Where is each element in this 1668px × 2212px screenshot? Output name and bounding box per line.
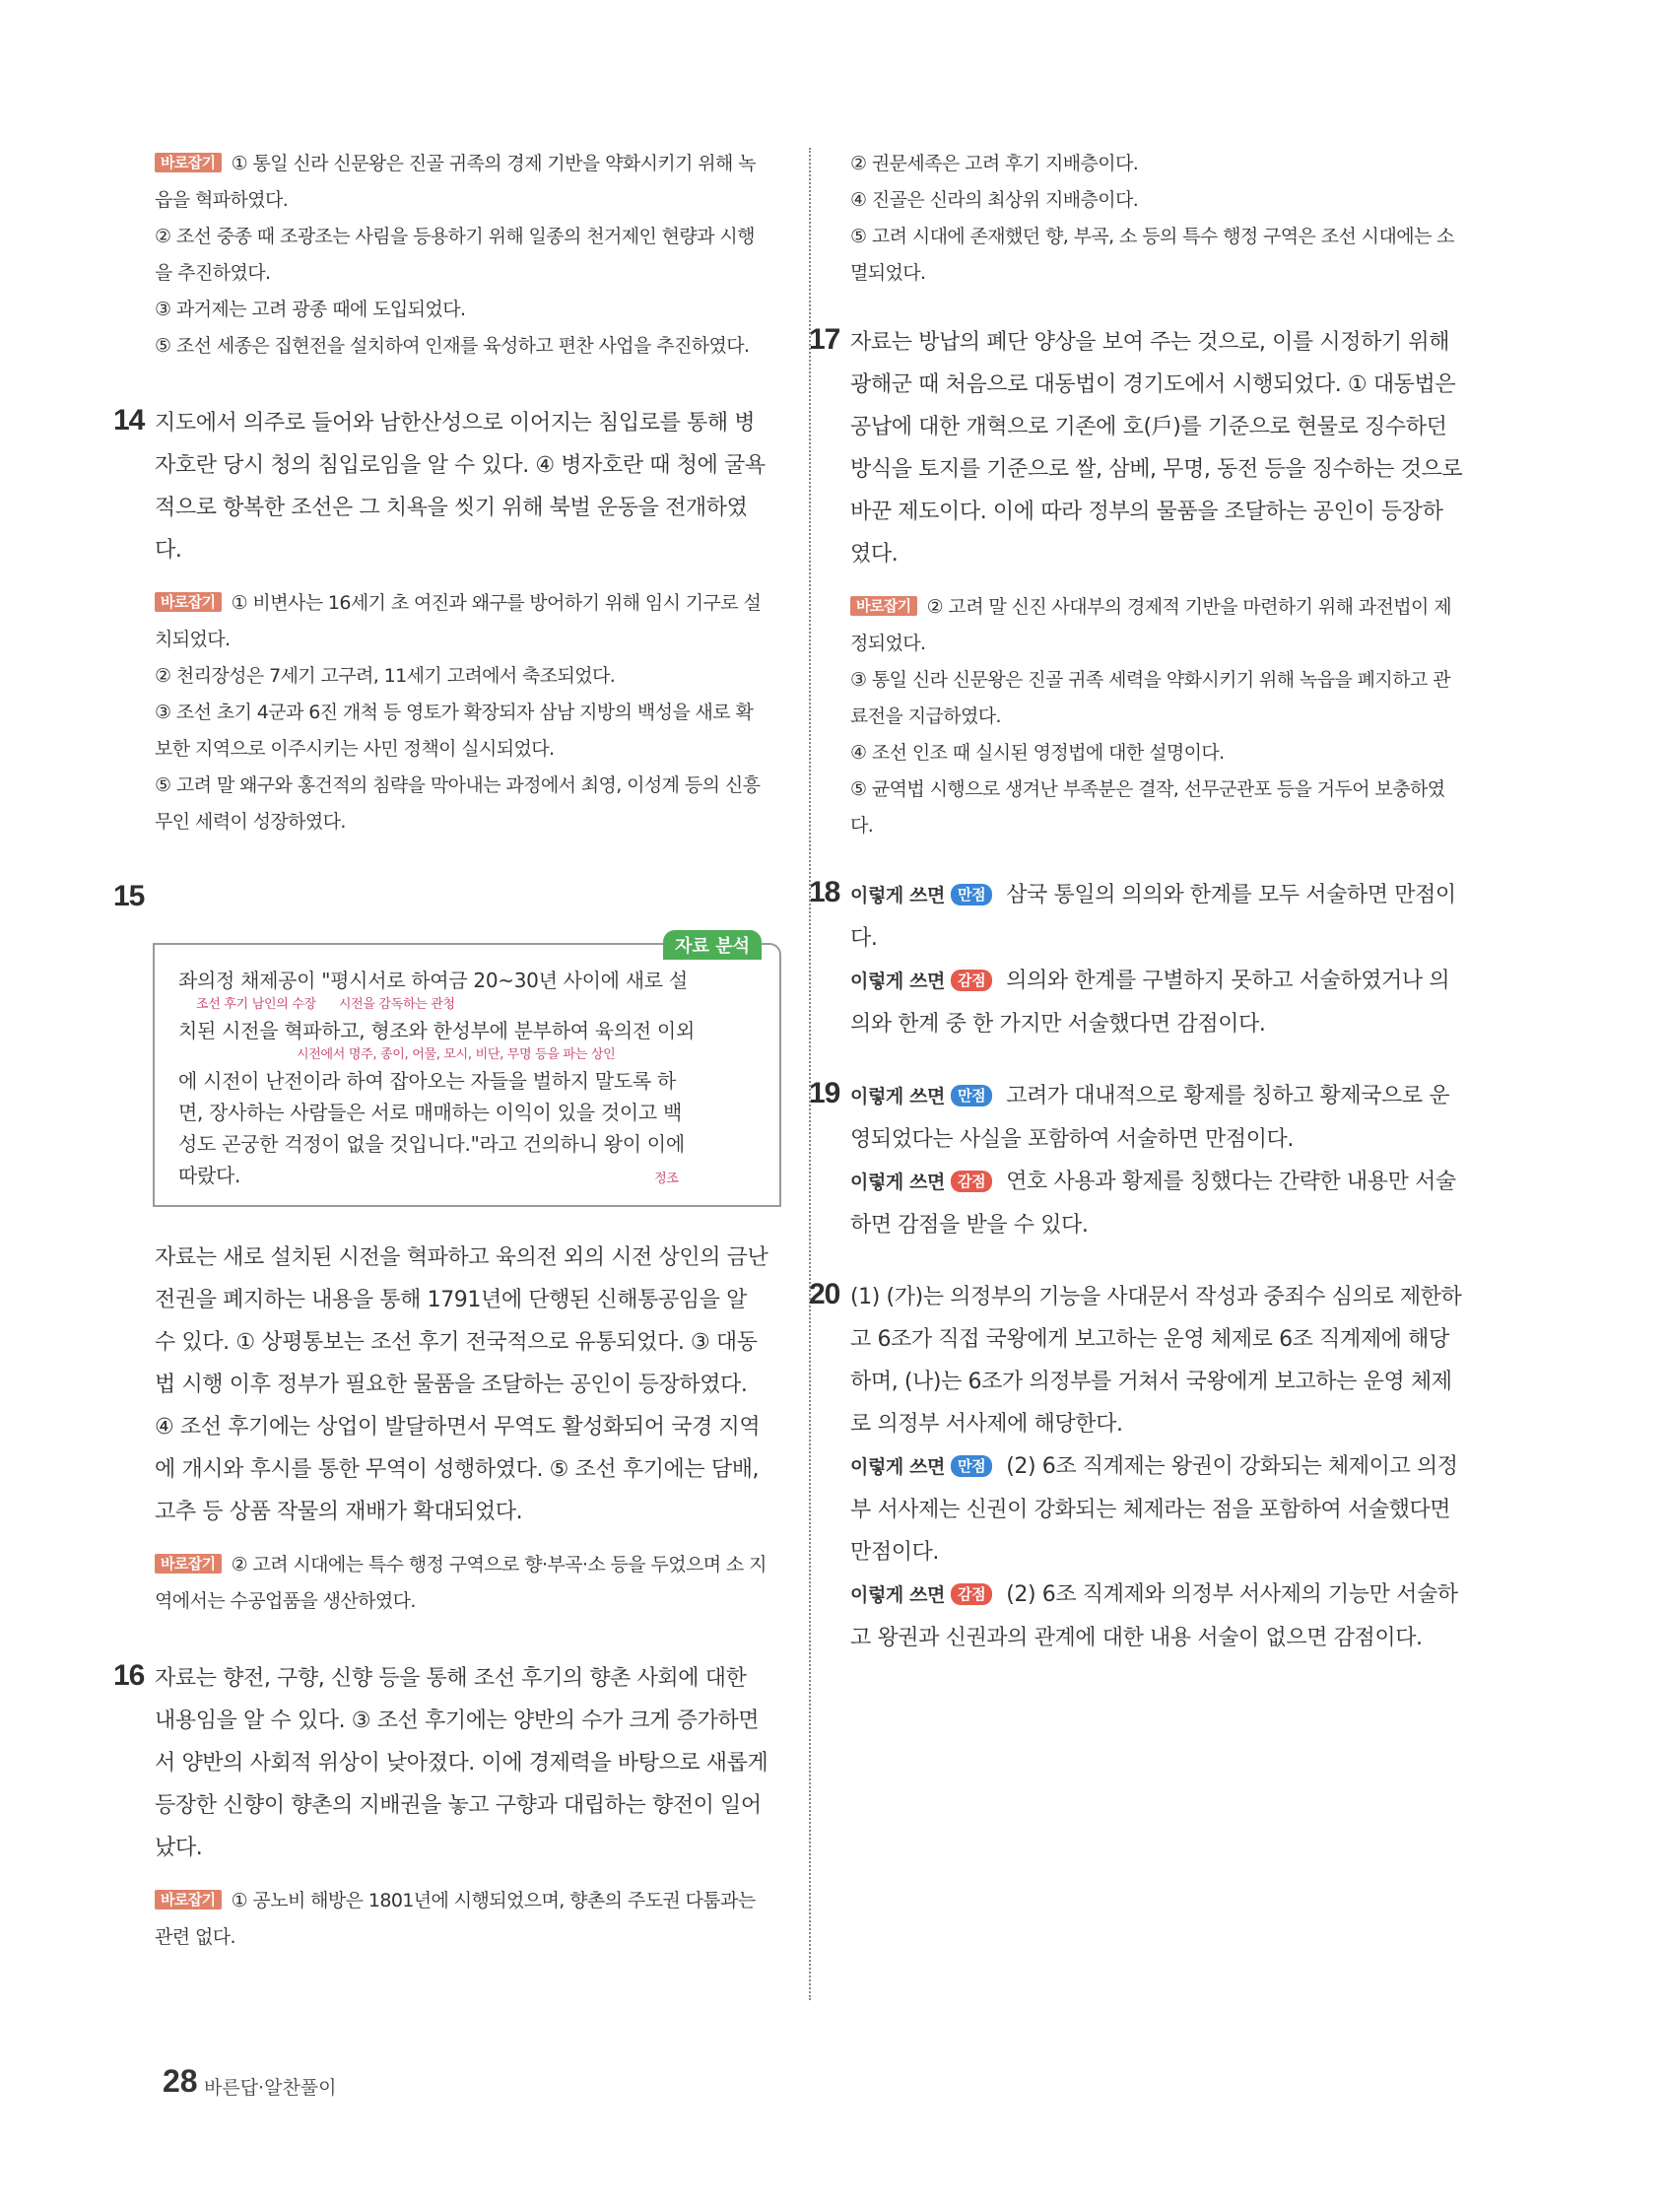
correction-badge: 바로잡기 — [155, 592, 222, 612]
correction-item: ③ 과거제는 고려 광종 때에 도입되었다. — [155, 299, 466, 320]
full-score-criteria: 이렇게 쓰면 만점 고려가 대내적으로 황제를 칭하고 황제국으로 운영되었다는 사실을 포함하여 서술하면 만점이다. — [850, 1084, 1450, 1152]
correction-item: 바로잡기 ② 고려 말 신진 사대부의 경제적 기반을 마련하기 위해 과전법이 제정되었다. — [850, 596, 1451, 654]
source-analysis-tab: 자료 분석 — [663, 930, 762, 960]
right-column — [809, 146, 1463, 1659]
correction-item: 바로잡기 ① 통일 신라 신문왕은 진골 귀족의 경제 기반을 약화시키기 위해 녹읍을 혁파하였다. — [155, 153, 756, 211]
full-score-badge: 만점 — [951, 1455, 992, 1477]
correction-item: ② 조선 중종 때 조광조는 사림을 등용하기 위해 일종의 천거제인 현량과 시행을 추진하였다. — [155, 226, 755, 284]
answer-explanation: 자료는 방납의 폐단 양상을 보여 주는 것으로, 이를 시정하기 위해 광해군 때 처음으로 대동법이 경기도에서 시행되었다. ① 대동법은 공납에 대한 개혁으로 기존에 호(戶)를 기준으로 현물로 징수하던 방식을 토지를 기준으로 쌀, 삼베, 무명, 동전 등을 징수하는 것으로 바꾼 제도이다. 이에 따라 정부의 물품을 조달하는 공인이 등장하였다. — [850, 330, 1463, 567]
correction-item: ③ 통일 신라 신문왕은 진골 귀족 세력을 약화시키기 위해 녹읍을 폐지하고 관료전을 지급하였다. — [850, 669, 1450, 727]
correction-badge: 바로잡기 — [155, 153, 222, 172]
question-number: 18 — [809, 876, 840, 908]
answer-explanation: 지도에서 의주로 들어와 남한산성으로 이어지는 침입로를 통해 병자호란 당시 청의 침입로임을 알 수 있다. ④ 병자호란 때 청에 굴욕적으로 항복한 조선은 그 치욕을 씻기 위해 북벌 운동을 전개하였다. — [155, 411, 766, 563]
full-score-badge: 만점 — [951, 1085, 992, 1106]
question-number: 16 — [113, 1659, 145, 1692]
question-number: 17 — [809, 323, 840, 356]
partial-score-criteria: 이렇게 쓰면 감점 의의와 한계를 구별하지 못하고 서술하였거나 의의와 한계 중 한 가지만 서술했다면 감점이다. — [850, 969, 1450, 1037]
question-17 — [809, 321, 1463, 844]
source-line: 면, 장사하는 사람들은 서로 매매하는 이익이 있을 것이고 백 — [178, 1101, 682, 1124]
partial-score-criteria: 이렇게 쓰면 감점 연호 사용과 황제를 칭했다는 간략한 내용만 서술하면 감점을 받을 수 있다. — [850, 1170, 1456, 1238]
question-number: 15 — [113, 880, 145, 912]
correction-item: ⑤ 균역법 시행으로 생겨난 부족분은 결작, 선무군관포 등을 거두어 보충하였다. — [850, 778, 1445, 837]
correction-item: ⑤ 고려 말 왜구와 홍건적의 침략을 막아내는 과정에서 최영, 이성계 등의 신흥 무인 세력이 성장하였다. — [155, 774, 761, 833]
correction-item: ② 권문세족은 고려 후기 지배층이다. — [850, 153, 1139, 174]
partial-score-criteria: 이렇게 쓰면 감점 (2) 6조 직계제와 의정부 서사제의 기능만 서술하고 왕권과 신권과의 관계에 대한 내용 서술이 없으면 감점이다. — [850, 1582, 1458, 1650]
correction-item: 바로잡기 ① 비변사는 16세기 초 여진과 왜구를 방어하기 위해 임시 기구로 설치되었다. — [155, 592, 762, 650]
source-line: 에 시전이 난전이라 하여 잡아오는 자들을 벌하지 말도록 하 — [178, 1069, 676, 1093]
question-number: 20 — [809, 1278, 840, 1310]
correction-item: ④ 진골은 신라의 최상위 지배층이다. — [850, 189, 1139, 211]
annotation-note: 시전에서 명주, 종이, 어물, 모시, 비단, 무명 등을 파는 상인 — [297, 1047, 616, 1062]
correction-item: 바로잡기 ① 공노비 해방은 1801년에 시행되었으며, 향촌의 주도권 다툼과는 관련 없다. — [155, 1890, 756, 1948]
full-score-criteria: 이렇게 쓰면 만점 (2) 6조 직계제는 왕권이 강화되는 체제이고 의정부 서사제는 신권이 강화되는 체제라는 점을 포함하여 서술했다면 만점이다. — [850, 1454, 1458, 1565]
correction-badge: 바로잡기 — [155, 1554, 222, 1574]
answer-explanation: 자료는 새로 설치된 시전을 혁파하고 육의전 외의 시전 상인의 금난전권을 폐지하는 내용을 통해 1791년에 단행된 신해통공임을 알 수 있다. ① 상평통보는 조선 후기 전국적으로 유통되었다. ③ 대동법 시행 이후 정부가 필요한 물품을 조달하는 공인이 등장하였다. ④ 조선 후기에는 상업이 발달하면서 무역도 활성화되어 국경 지역에 개시와 후시를 통한 무역이 성행하였다. ⑤ 조선 후기에는 담배, 고추 등 상품 작물의 재배가 확대되었다. — [155, 1245, 768, 1524]
source-line: 성도 곤궁한 걱정이 없을 것입니다."라고 건의하니 왕이 이에 — [178, 1132, 685, 1156]
question-19 — [809, 1075, 1463, 1246]
source-line: 치된 시전을 혁파하고, 형조와 한성부에 분부하여 육의전 이외 — [178, 1019, 695, 1042]
annotation-note: 정조 — [654, 1172, 679, 1186]
source-line: 좌의정 채제공이 "평시서로 하여금 20~30년 사이에 새로 설 — [178, 969, 688, 992]
question-number: 19 — [809, 1077, 840, 1109]
source-box — [153, 936, 781, 1207]
question-16 — [113, 1657, 768, 1956]
question-18 — [809, 874, 1463, 1045]
source-line: 따랐다. 정조 — [178, 1164, 679, 1187]
correction-item: ② 천리장성은 7세기 고구려, 11세기 고려에서 축조되었다. — [155, 665, 616, 687]
question-20 — [809, 1276, 1463, 1659]
correction-item: ④ 조선 인조 때 실시된 영정법에 대한 설명이다. — [850, 742, 1225, 764]
left-column — [113, 146, 768, 1956]
correction-item: ⑤ 조선 세종은 집현전을 설치하여 인재를 육성하고 편찬 사업을 추진하였다. — [155, 335, 750, 357]
partial-score-badge: 감점 — [951, 1583, 992, 1605]
correction-item: ⑤ 고려 시대에 존재했던 향, 부곡, 소 등의 특수 행정 구역은 조선 시대에는 소멸되었다. — [850, 226, 1454, 284]
correction-item: ③ 조선 초기 4군과 6진 개척 등 영토가 확장되자 삼남 지방의 백성을 새로 확보한 지역으로 이주시키는 사민 정책이 실시되었다. — [155, 702, 754, 760]
correction-item: 바로잡기 ② 고려 시대에는 특수 행정 구역으로 향·부곡·소 등을 두었으며 소 지역에서는 수공업품을 생산하였다. — [155, 1554, 767, 1612]
full-score-badge: 만점 — [951, 884, 992, 905]
correction-badge: 바로잡기 — [850, 596, 917, 616]
question-number: 14 — [113, 404, 145, 436]
correction-badge: 바로잡기 — [155, 1890, 222, 1910]
book-title: 바른답·알찬풀이 — [204, 2077, 337, 2099]
column-divider — [809, 148, 811, 2000]
annotation-note: 조선 후기 남인의 수장 시전을 감독하는 관청 — [196, 997, 455, 1012]
full-score-criteria: 이렇게 쓰면 만점 삼국 통일의 의의와 한계를 모두 서술하면 만점이다. — [850, 883, 1456, 951]
question-15 — [113, 878, 768, 1620]
partial-score-badge: 감점 — [951, 1171, 992, 1192]
partial-score-badge: 감점 — [951, 970, 992, 991]
page-number: 28 — [163, 2063, 198, 2099]
question-14 — [113, 402, 768, 840]
answer-explanation: (1) (가)는 의정부의 기능을 사대문서 작성과 중죄수 심의로 제한하고 6조가 직접 국왕에게 보고하는 운영 체제로 6조 직계제에 해당하며, (나)는 6조가 의정부를 거쳐서 국왕에게 보고하는 운영 체제로 의정부 서사제에 해당한다. — [850, 1285, 1462, 1437]
answer-explanation: 자료는 향전, 구향, 신향 등을 통해 조선 후기의 향촌 사회에 대한 내용임을 알 수 있다. ③ 조선 후기에는 양반의 수가 크게 증가하면서 양반의 사회적 위상이 낮아졌다. 이에 경제력을 바탕으로 새롭게 등장한 신향이 향촌의 지배권을 놓고 구향과 대립하는 향전이 일어났다. — [155, 1666, 768, 1860]
